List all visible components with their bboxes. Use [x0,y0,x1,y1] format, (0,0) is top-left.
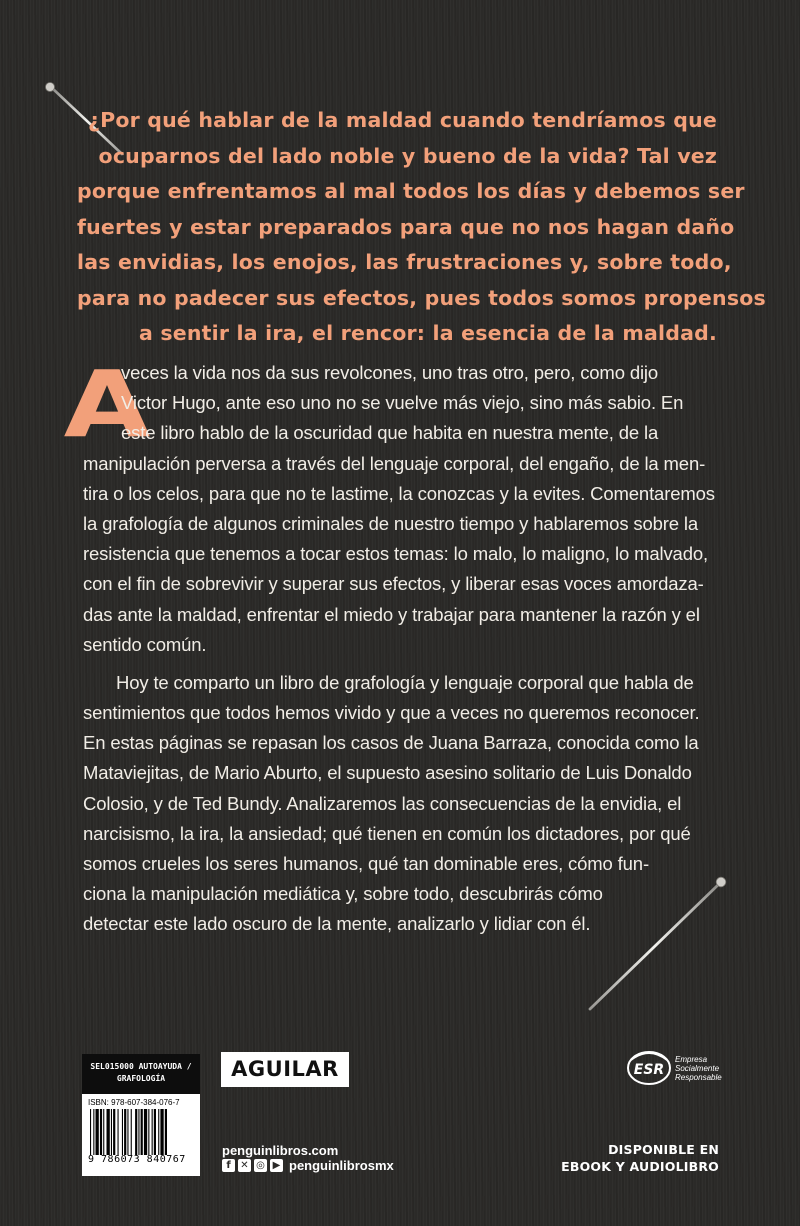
barcode-bar [124,1109,126,1155]
barcode-bar [113,1109,115,1155]
paragraph-line: manipulación perversa a través del lenguaje corporal, del engaño, de la men- [83,452,706,474]
quote-line: las envidias, los enojos, las frustraciones y, sobre todo, [77,250,732,274]
x-icon[interactable]: ✕ [238,1159,251,1172]
paragraph-line: tira o los celos, para que no te lastime, la conozcas y la evites. Comentaremos [83,482,715,504]
barcode-icon [88,1109,194,1155]
paragraph-line: somos crueles los seres humanos, qué tan dominable eres, cómo fun- [83,853,649,874]
paragraph-line: sentimientos que todos hemos vivido y que a veces no queremos reconocer. [83,702,700,724]
paragraph-line: sentido común. [83,633,207,655]
quote-line: a sentir la ira, el rencor: la esencia de la maldad. [138,321,717,345]
paragraph-line: Victor Hugo, ante eso uno no se vuelve más viejo, sino más sabio. En [121,392,684,414]
barcode-bar [144,1109,147,1155]
facebook-icon[interactable]: f [222,1159,235,1172]
website-link[interactable]: penguinlibros.com [222,1143,339,1158]
quote-line: ocuparnos del lado noble y bueno de la vida? Tal vez [98,143,717,168]
paragraph-line: Hoy te comparto un libro de grafología y lenguaje corporal que habla de [116,671,694,693]
quote-line: porque enfrentamos al mal todos los días y debemos ser [77,179,745,203]
barcode-bar [103,1109,104,1155]
barcode-bar [127,1109,128,1155]
paragraph-line: das ante la maldad, enfrentar el miedo y trabajar para mantener la razón y el [83,603,700,625]
barcode-bar [90,1109,91,1155]
barcode-bar [111,1109,112,1155]
barcode-bar [96,1109,99,1155]
barcode-bar [122,1109,123,1155]
quote-line: para no padecer sus efectos, pues todos somos propensos [77,285,766,310]
category-label: SEL015000 AUTOAYUDA / GRAFOLOGÍA [82,1054,200,1094]
isbn-digits: 9 786073 840767 [88,1154,186,1165]
quote-line: fuertes y estar preparados para que no nos hagan daño [77,214,735,239]
barcode-bar [138,1109,139,1155]
barcode-bar [118,1109,119,1155]
paragraph-line: con el fin de sobrevivir y superar sus efectos, y liberar esas voces amordaza- [83,573,704,595]
barcode-bar [141,1109,143,1155]
barcode-bar [135,1109,137,1155]
svg-text:ESR: ESR [633,1062,665,1078]
barcode-bar [158,1109,159,1155]
paragraph-line: Colosio, y de Ted Bundy. Analizaremos las consecuencias de la envidia, el [83,792,682,814]
social-handle[interactable]: penguinlibrosmx [289,1157,394,1173]
paragraph-line: veces la vida nos da sus revolcones, uno tras otro, pero, como dijo [121,362,659,383]
paragraph-line: detectar este lado oscuro de la mente, analizarlo y lidiar con él. [83,913,591,935]
paragraph-line: este libro hablo de la oscuridad que habita en nuestra mente, de la [121,422,659,444]
barcode-bar [107,1109,110,1155]
barcode-bar [131,1109,132,1155]
youtube-icon[interactable]: ▶ [270,1159,283,1172]
barcode-bar [160,1109,163,1155]
availability-note: DISPONIBLE EN EBOOK Y AUDIOLIBRO [561,1142,719,1174]
paragraph-line: narcisismo, la ira, la ansiedad; qué tienen en común los dictadores, por qué [83,822,691,844]
paragraph-line: En estas páginas se repasan los casos de Juana Barraza, conocida como la [83,732,699,754]
paragraph-line: Mataviejitas, de Mario Aburto, el supuesto asesino solitario de Luis Donaldo [83,762,692,784]
pull-quote [77,103,766,352]
barcode-bar [154,1109,156,1155]
instagram-icon[interactable]: ◎ [254,1159,267,1172]
paragraph-line: la grafología de algunos criminales de nuestro tiempo y hablaremos sobre la [83,512,699,534]
isbn-barcode [82,1094,200,1176]
barcode-bar [152,1109,153,1155]
svg-text:A: A [63,351,151,459]
quote-line: ¿Por qué hablar de la maldad cuando tendríamos que [88,108,717,132]
barcode-bar [93,1109,94,1155]
social-links [222,1157,394,1173]
publisher-logo: AGUILAR [221,1052,349,1087]
paragraph-line: ciona la manipulación mediática y, sobre todo, descubrirás cómo [83,883,603,905]
isbn-label: ISBN: 978-607-384-076-7 [88,1098,180,1107]
paragraph-line: resistencia que tenemos a tocar estos temas: lo malo, lo maligno, lo malvado, [83,543,708,565]
barcode-bar [148,1109,149,1155]
esr-logo-icon [625,1048,673,1088]
esr-label: Empresa Socialmente Responsable [675,1055,722,1082]
barcode-bar [165,1109,167,1155]
description-text [83,358,723,940]
barcode-bar [100,1109,102,1155]
